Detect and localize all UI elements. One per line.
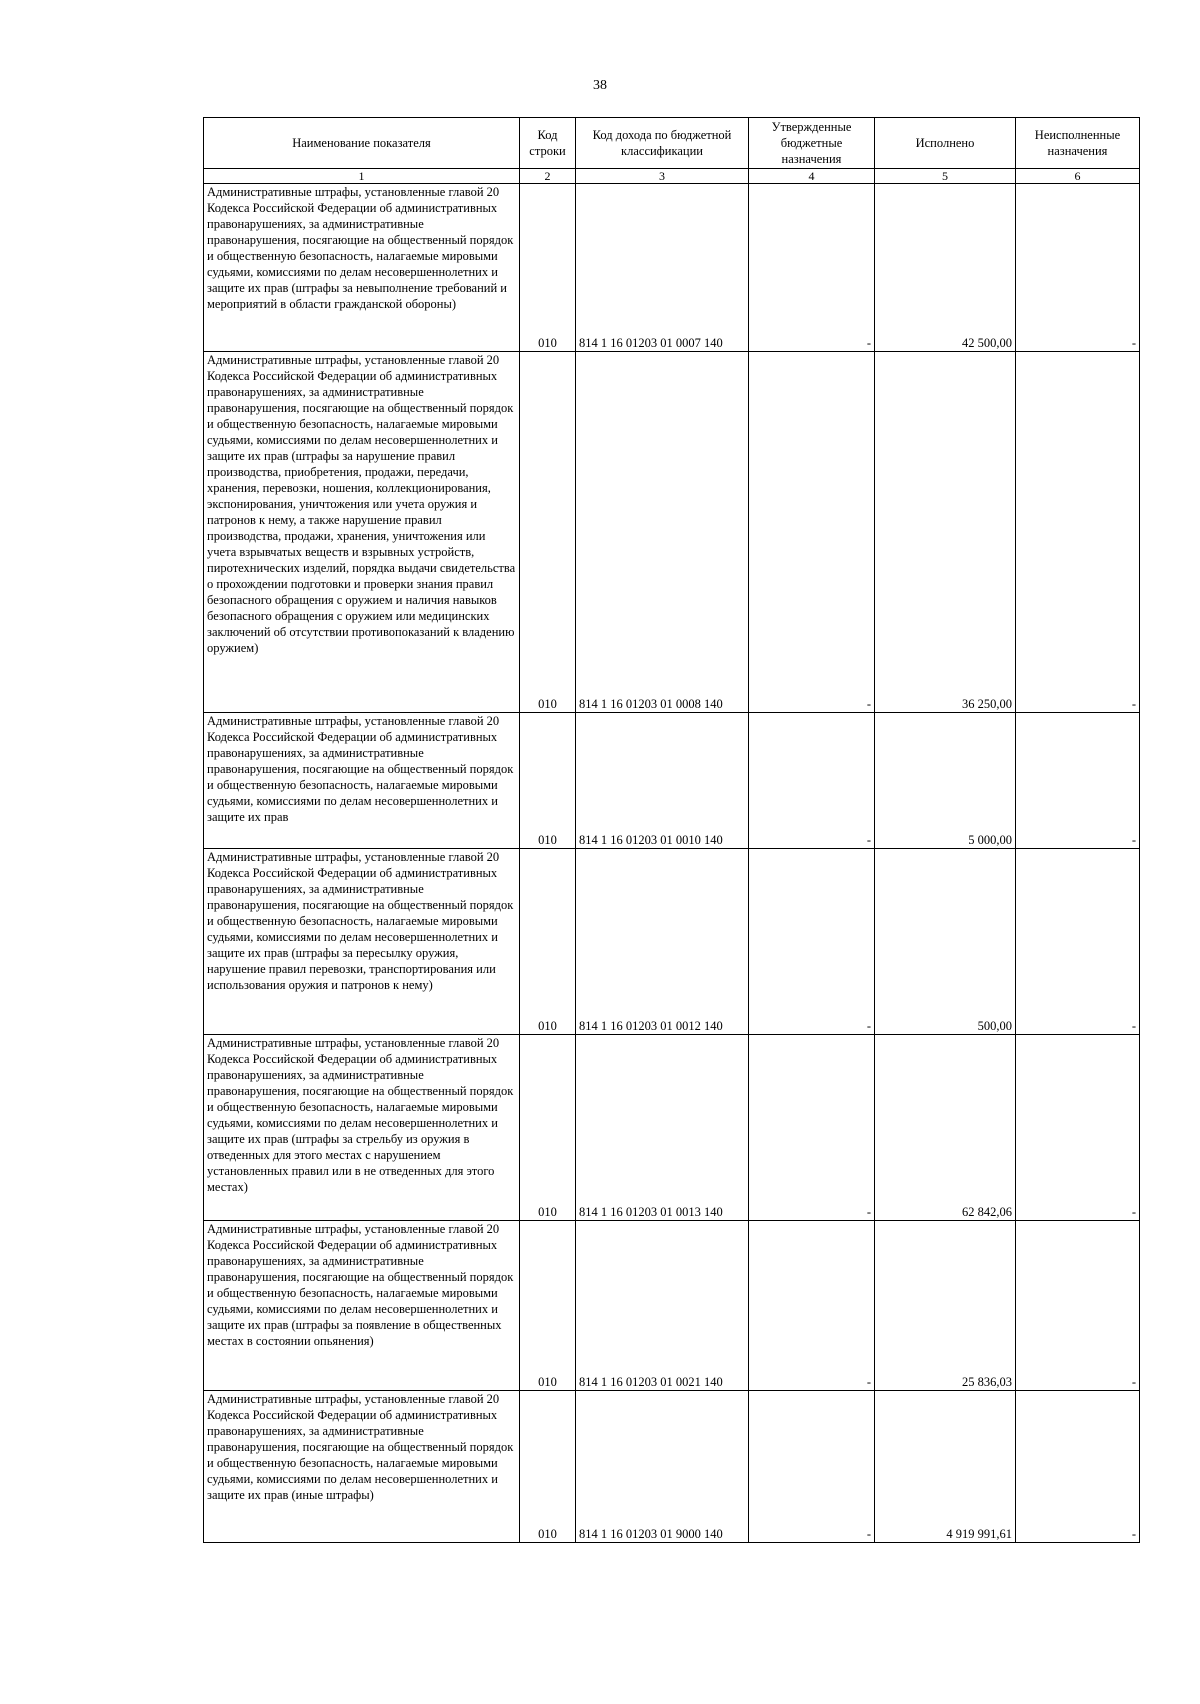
table-row [204,352,1140,713]
line-code: 010 [520,1391,576,1543]
page-number: 38 [593,78,607,93]
approved-amount: - [749,849,875,1035]
unexecuted-amount: - [1016,1391,1140,1543]
table-row [204,1391,1140,1543]
indicator-name: Административные штрафы, установленные главой 20 Кодекса Российской Федерации об административных правонарушениях, за административные правонарушения, посягающие на общественный порядок и общественную безопасность, налагаемые мировыми судьями, комиссиями по делам несовершеннолетних и защите их прав (штрафы за нарушение правил производства, приобретения, продажи, передачи, хранения, перевозки, ношения, коллекционирования, экспонирования, уничтожения или учета оружия и патронов к нему, а также нарушение правил производства, продажи, хранения, уничтожения или учета взрывчатых веществ и взрывных устройств, пиротехнических изделий, порядка выдачи свидетельства о прохождении подготовки и проверки знания правил безопасного обращения с оружием и наличия навыков безопасного обращения с оружием или медицинских заключений об отсутствии противопоказаний к владению оружием) [204,352,520,713]
line-code: 010 [520,1035,576,1221]
indicator-name: Административные штрафы, установленные главой 20 Кодекса Российской Федерации об административных правонарушениях, за административные правонарушения, посягающие на общественный порядок и общественную безопасность, налагаемые мировыми судьями, комиссиями по делам несовершеннолетних и защите их прав (иные штрафы) [204,1391,520,1543]
column-number: 3 [576,169,749,184]
income-code: 814 1 16 01203 01 0008 140 [576,352,749,713]
column-header: Исполнено [875,118,1016,169]
column-number: 5 [875,169,1016,184]
table-row [204,1221,1140,1391]
executed-amount: 42 500,00 [875,184,1016,352]
header-row [204,118,1140,169]
table-row [204,713,1140,849]
indicator-name: Административные штрафы, установленные главой 20 Кодекса Российской Федерации об административных правонарушениях, за административные правонарушения, посягающие на общественный порядок и общественную безопасность, налагаемые мировыми судьями, комиссиями по делам несовершеннолетних и защите их прав (штрафы за стрельбу из оружия в отведенных для этого местах с нарушением установленных правил или в не отведенных для этого местах) [204,1035,520,1221]
approved-amount: - [749,184,875,352]
unexecuted-amount: - [1016,184,1140,352]
line-code: 010 [520,713,576,849]
unexecuted-amount: - [1016,352,1140,713]
executed-amount: 25 836,03 [875,1221,1016,1391]
column-header: Наименование показателя [204,118,520,169]
column-header: Неисполненные назначения [1016,118,1140,169]
column-number-row [204,169,1140,184]
indicator-name: Административные штрафы, установленные главой 20 Кодекса Российской Федерации об административных правонарушениях, за административные правонарушения, посягающие на общественный порядок и общественную безопасность, налагаемые мировыми судьями, комиссиями по делам несовершеннолетних и защите их прав (штрафы за невыполнение требований и мероприятий в области гражданской обороны) [204,184,520,352]
line-code: 010 [520,352,576,713]
line-code: 010 [520,1221,576,1391]
indicator-name: Административные штрафы, установленные главой 20 Кодекса Российской Федерации об административных правонарушениях, за административные правонарушения, посягающие на общественный порядок и общественную безопасность, налагаемые мировыми судьями, комиссиями по делам несовершеннолетних и защите их прав [204,713,520,849]
column-number: 2 [520,169,576,184]
column-header: Утвержденные бюджетные назначения [749,118,875,169]
income-code: 814 1 16 01203 01 0010 140 [576,713,749,849]
column-number: 4 [749,169,875,184]
approved-amount: - [749,1221,875,1391]
approved-amount: - [749,713,875,849]
line-code: 010 [520,849,576,1035]
unexecuted-amount: - [1016,713,1140,849]
income-code: 814 1 16 01203 01 0021 140 [576,1221,749,1391]
column-header: Код дохода по бюджетной классификации [576,118,749,169]
unexecuted-amount: - [1016,849,1140,1035]
line-code: 010 [520,184,576,352]
indicator-name: Административные штрафы, установленные главой 20 Кодекса Российской Федерации об административных правонарушениях, за административные правонарушения, посягающие на общественный порядок и общественную безопасность, налагаемые мировыми судьями, комиссиями по делам несовершеннолетних и защите их прав (штрафы за появление в общественных местах в состоянии опьянения) [204,1221,520,1391]
income-code: 814 1 16 01203 01 0012 140 [576,849,749,1035]
approved-amount: - [749,352,875,713]
approved-amount: - [749,1035,875,1221]
budget-report-table [203,117,1140,1543]
table-row [204,1035,1140,1221]
executed-amount: 5 000,00 [875,713,1016,849]
executed-amount: 500,00 [875,849,1016,1035]
column-number: 1 [204,169,520,184]
column-header: Код строки [520,118,576,169]
table-row [204,849,1140,1035]
column-number: 6 [1016,169,1140,184]
unexecuted-amount: - [1016,1221,1140,1391]
indicator-name: Административные штрафы, установленные главой 20 Кодекса Российской Федерации об административных правонарушениях, за административные правонарушения, посягающие на общественный порядок и общественную безопасность, налагаемые мировыми судьями, комиссиями по делам несовершеннолетних и защите их прав (штрафы за пересылку оружия, нарушение правил перевозки, транспортирования или использования оружия и патронов к нему) [204,849,520,1035]
executed-amount: 4 919 991,61 [875,1391,1016,1543]
executed-amount: 36 250,00 [875,352,1016,713]
income-code: 814 1 16 01203 01 9000 140 [576,1391,749,1543]
income-code: 814 1 16 01203 01 0013 140 [576,1035,749,1221]
table-row [204,184,1140,352]
unexecuted-amount: - [1016,1035,1140,1221]
executed-amount: 62 842,06 [875,1035,1016,1221]
income-code: 814 1 16 01203 01 0007 140 [576,184,749,352]
approved-amount: - [749,1391,875,1543]
